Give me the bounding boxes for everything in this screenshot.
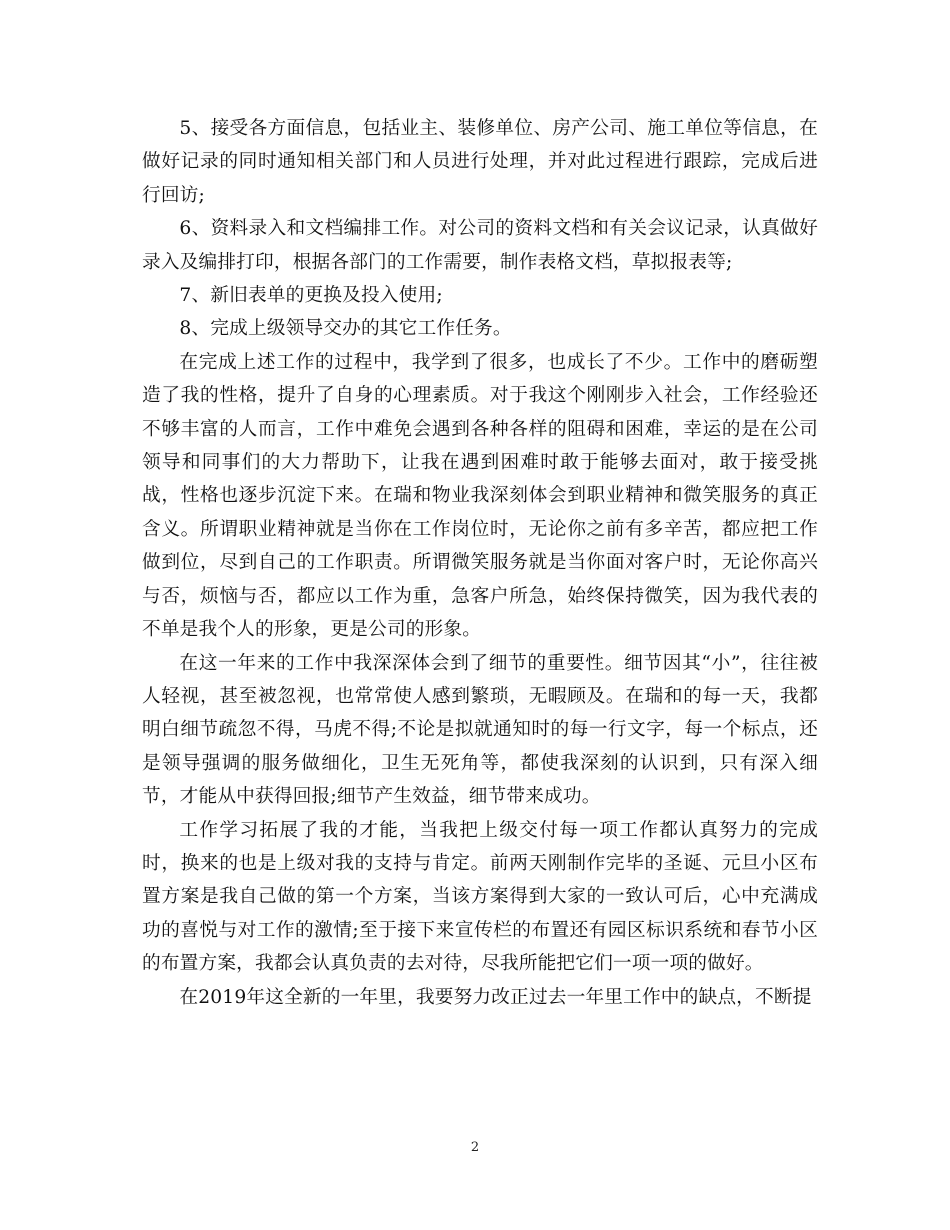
paragraph-item-5: 5、接受各方面信息，包括业主、装修单位、房产公司、施工单位等信息，在做好记录的同时通知相关部门和人员进行处理，并对此过程进行跟踪，完成后进行回访; [142, 118, 818, 206]
paragraph-item-6: 6、资料录入和文档编排工作。对公司的资料文档和有关会议记录，认真做好录入及编排打印，根据各部门的工作需要，制作表格文档，草拟报表等; [142, 218, 818, 273]
paragraph-growth: 在完成上述工作的过程中，我学到了很多，也成长了不少。工作中的磨砺塑造了我的性格，提升了自身的心理素质。对于我这个刚刚步入社会，工作经验还不够丰富的人而言，工作中难免会遇到各种各样的阻碍和困难，幸运的是在公司领导和同事们的大力帮助下，让我在遇到困难时敢于能够去面对，敢于接受挑战，性格也逐步沉淀下来。在瑞和物业我深刻体会到职业精神和微笑服务的真正含义。所谓职业精神就是当你在工作岗位时，无论你之前有多辛苦，都应把工作做到位，尽到自己的工作职责。所谓微笑服务就是当你面对客户时，无论你高兴与否，烦恼与否，都应以工作为重，急客户所急，始终保持微笑，因为我代表的不单是我个人的形象，更是公司的形象。 [142, 351, 818, 641]
paragraph-skills: 工作学习拓展了我的才能，当我把上级交付每一项工作都认真努力的完成时，换来的也是上级对我的支持与肯定。前两天刚制作完毕的圣诞、元旦小区布置方案是我自己做的第一个方案，当该方案得到大家的一致认可后，心中充满成功的喜悦与对工作的激情;至于接下来宣传栏的布置还有园区标识系统和春节小区的布置方案，我都会认真负责的去对待，尽我所能把它们一项一项的做好。 [142, 819, 818, 975]
paragraph-details: 在这一年来的工作中我深深体会到了细节的重要性。细节因其“小”，往往被人轻视，甚至被忽视，也常常使人感到繁琐，无暇顾及。在瑞和的每一天，我都明白细节疏忽不得，马虎不得;不论是拟就通知时的每一行文字，每一个标点，还是领导强调的服务做细化，卫生无死角等，都使我深刻的认识到，只有深入细节，才能从中获得回报;细节产生效益，细节带来成功。 [142, 652, 818, 808]
page-number: 2 [470, 1140, 480, 1155]
paragraph-new-year: 在2019年这全新的一年里，我要努力改正过去一年里工作中的缺点，不断提 [179, 986, 812, 1008]
paragraph-item-7: 7、新旧表单的更换及投入使用; [179, 285, 443, 307]
paragraph-item-8: 8、完成上级领导交办的其它工作任务。 [179, 318, 512, 340]
document-body [142, 112, 818, 1014]
